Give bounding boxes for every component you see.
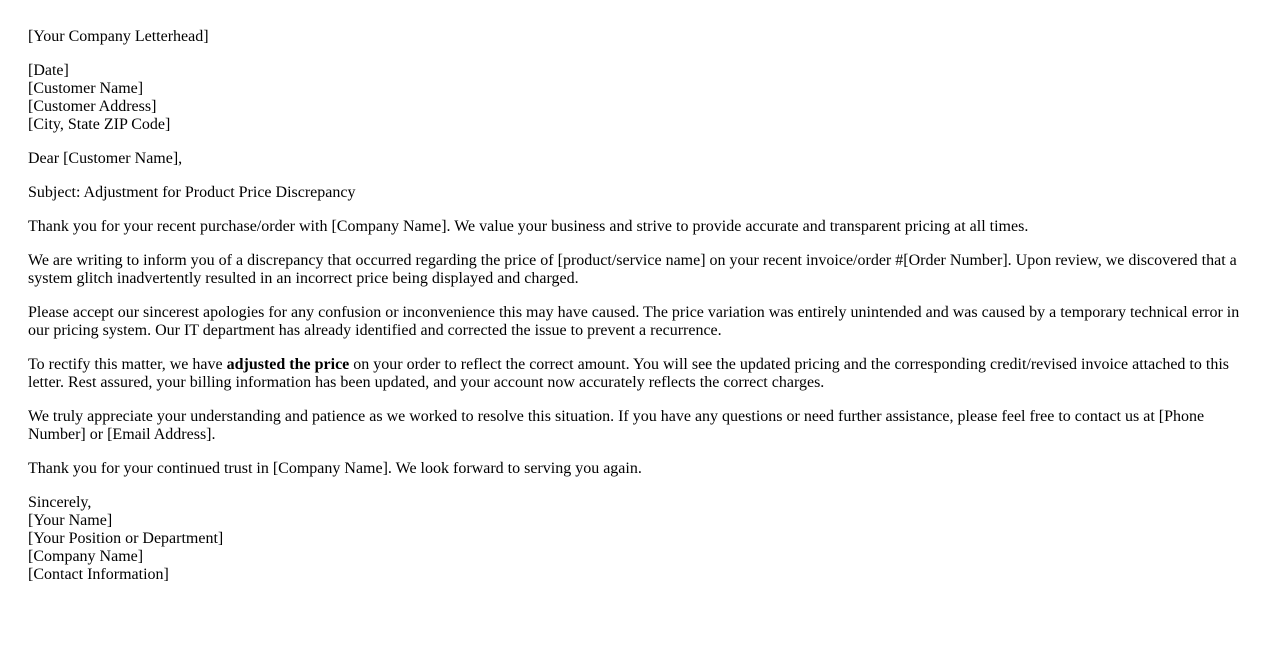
paragraph-rectify: [28, 356, 1250, 392]
rectify-bold-text: adjusted the price: [226, 356, 350, 373]
sender-position: [Your Position or Department]: [28, 530, 224, 547]
date-line: [Date]: [28, 62, 69, 79]
customer-name-line: [Customer Name]: [28, 80, 144, 97]
sender-contact: [Contact Information]: [28, 566, 169, 583]
signature-block: [28, 494, 1250, 584]
sender-company: [Company Name]: [28, 548, 144, 565]
sender-name: [Your Name]: [28, 512, 113, 529]
sign-off: Sincerely,: [28, 494, 92, 511]
paragraph-apology: Please accept our sincerest apologies for any confusion or inconvenience this may have caused. The price variation was entirely unintended and was caused by a temporary technical error in our pricing system. Our IT department has already identified and corrected the issue to prevent a recurrence.: [28, 304, 1240, 339]
letterhead-text: [Your Company Letterhead]: [28, 28, 209, 45]
paragraph-closing-thanks: Thank you for your continued trust in [Company Name]. We look forward to serving you again.: [28, 460, 642, 477]
rectify-text-before: To rectify this matter, we have: [28, 356, 227, 373]
recipient-block: [28, 62, 1250, 134]
subject-line: Subject: Adjustment for Product Price Discrepancy: [28, 184, 356, 201]
customer-address-line: [Customer Address]: [28, 98, 157, 115]
paragraph-appreciation: We truly appreciate your understanding and patience as we worked to resolve this situation. If you have any questions or need further assistance, please feel free to contact us at [Phone Number] or [Email Address].: [28, 408, 1205, 443]
rectify-text-after: on your order to reflect the correct amount. You will see the updated pricing and the corresponding credit/revised invoice attached to this letter. Rest assured, your billing information has been updated, and your account now accurately reflects the correct charges.: [28, 356, 1229, 391]
letter-document: [28, 28, 1250, 600]
paragraph-discrepancy: We are writing to inform you of a discrepancy that occurred regarding the price of [product/service name] on your recent invoice/order #[Order Number]. Upon review, we discovered that a system glitch inadvertently resulted in an incorrect price being displayed and charged.: [28, 252, 1237, 287]
city-state-zip-line: [City, State ZIP Code]: [28, 116, 171, 133]
salutation: Dear [Customer Name],: [28, 150, 183, 167]
letterhead: [28, 28, 1250, 46]
paragraph-thank-you: Thank you for your recent purchase/order with [Company Name]. We value your business and strive to provide accurate and transparent pricing at all times.: [28, 218, 1029, 235]
